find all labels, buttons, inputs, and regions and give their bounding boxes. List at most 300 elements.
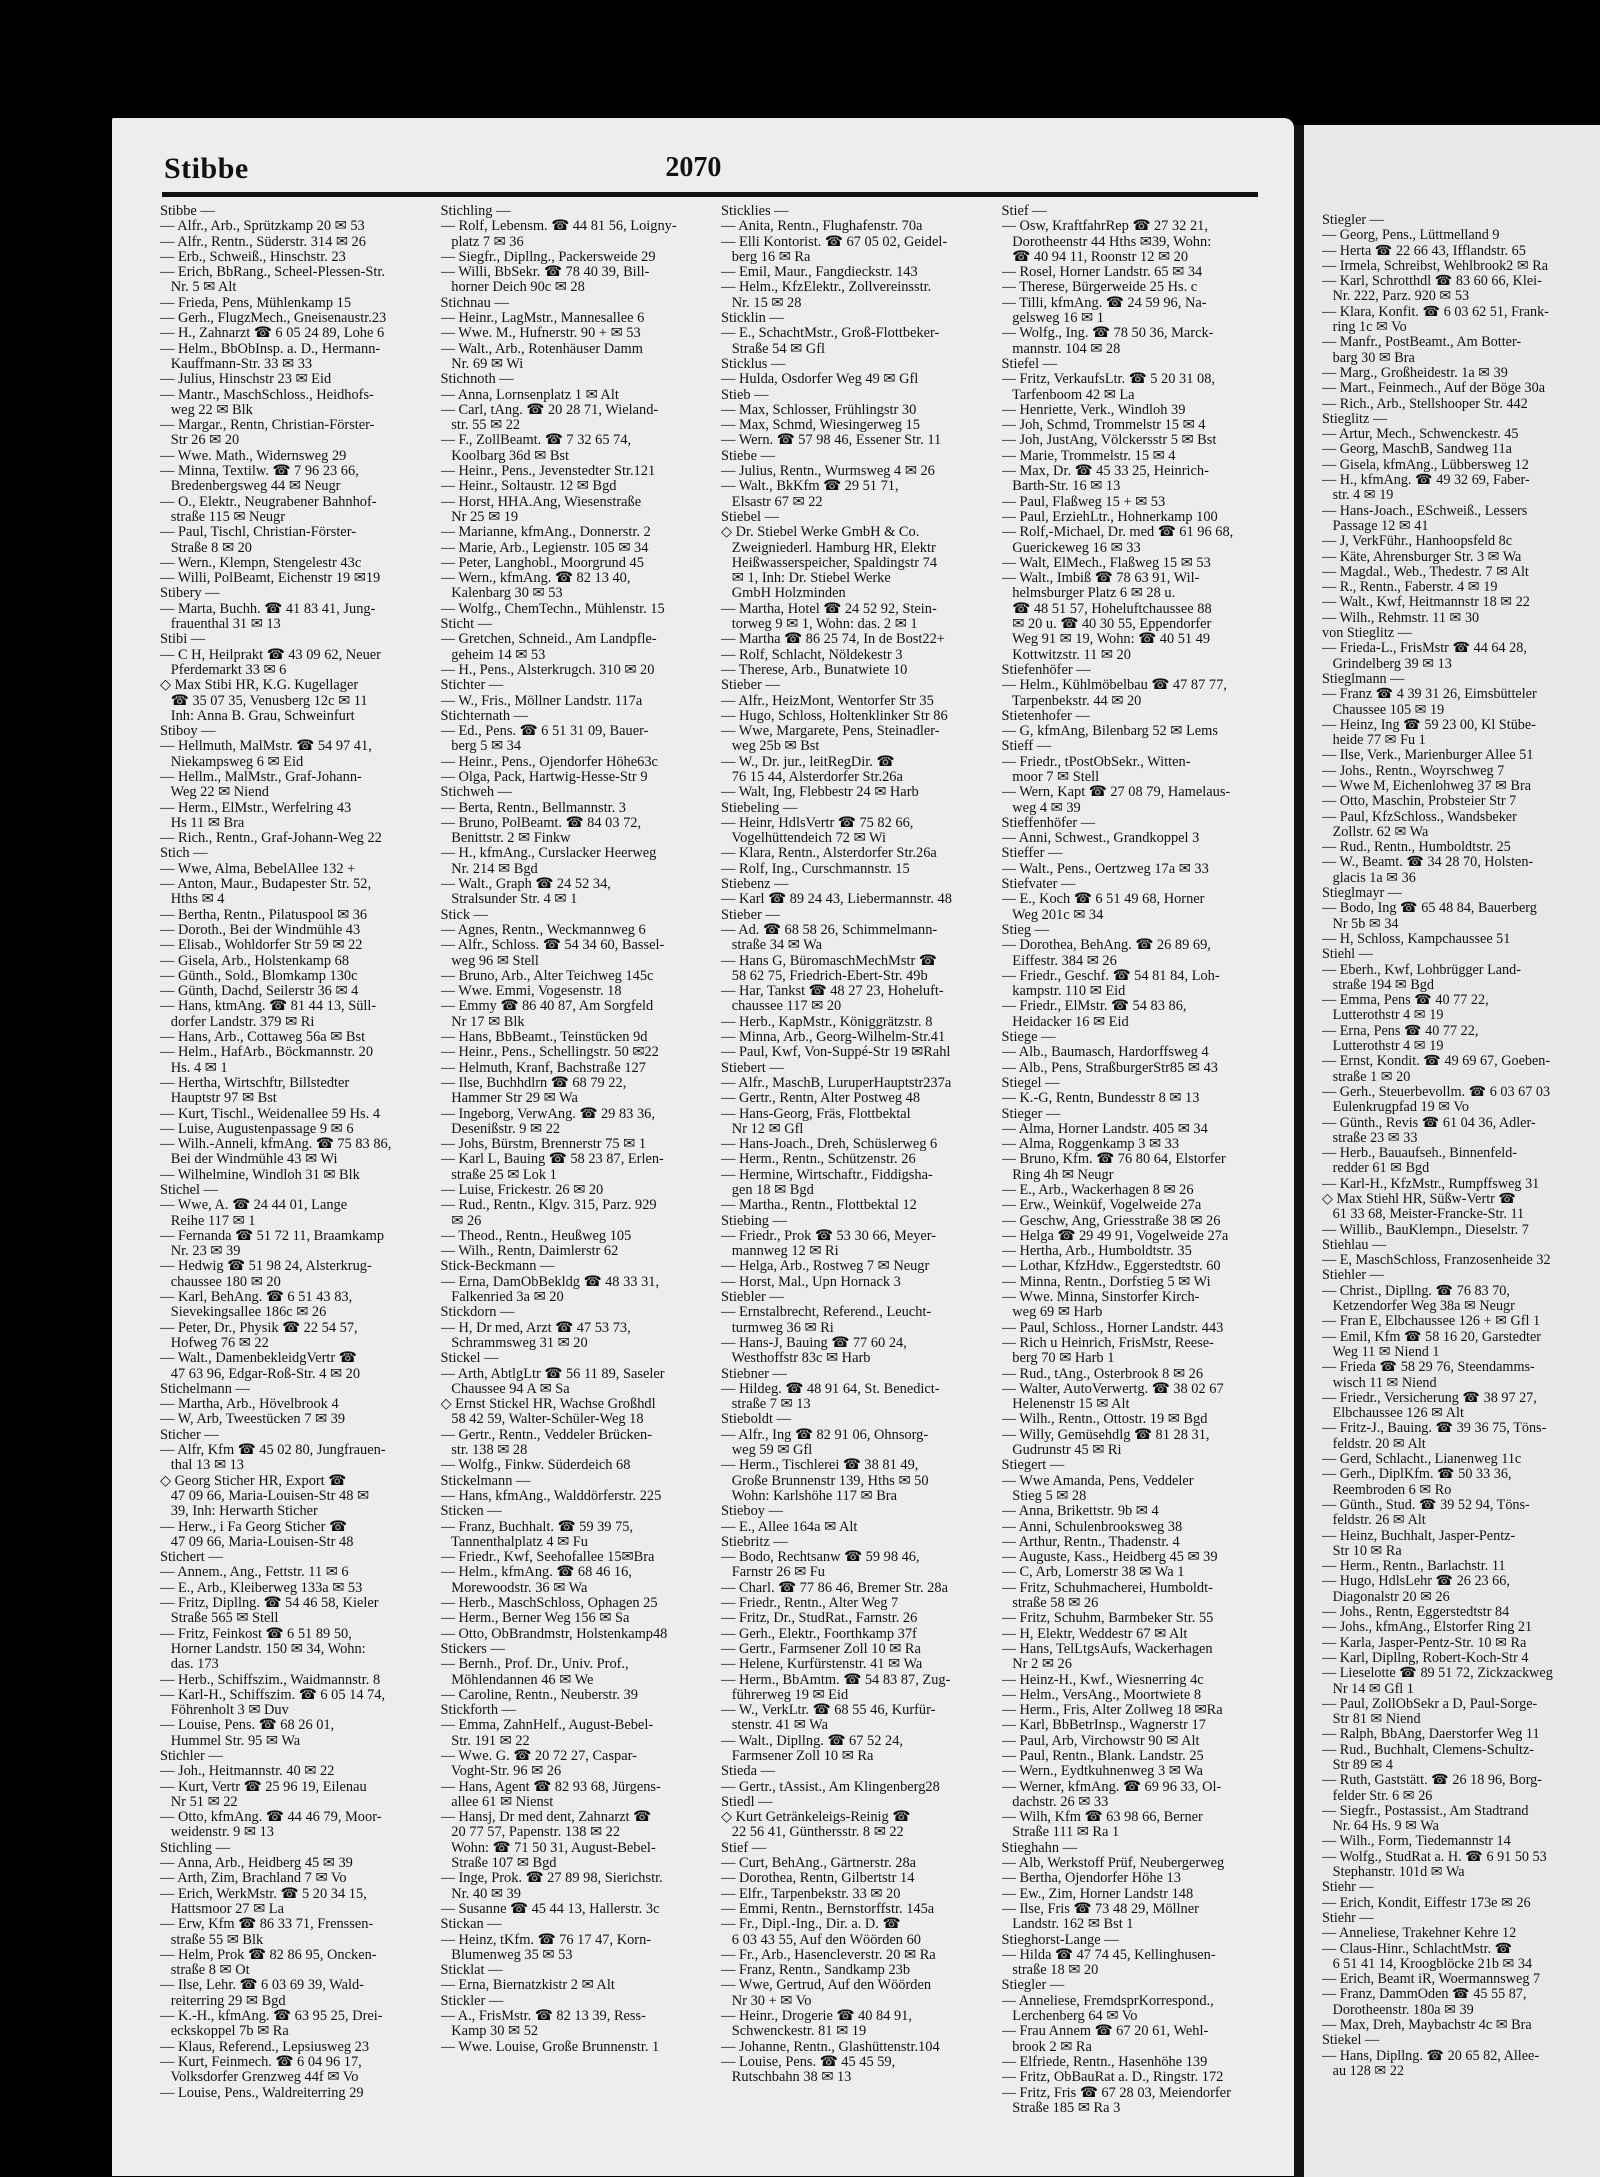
directory-entry: Stibery —: [160, 585, 220, 602]
directory-entry: — Hansj, Dr med dent, Zahnarzt ☎: [440, 1809, 652, 1826]
directory-entry: — Marianne, kfmAng., Donnerstr. 2: [440, 524, 651, 541]
next-page-entry: Stieglmann —: [1322, 670, 1405, 687]
directory-entry: — Gertr., Rentn., Veddeler Brücken-: [440, 1426, 653, 1443]
directory-entry: Stichling —: [440, 204, 511, 219]
next-page-entry: — H, Schloss, Kampchaussee 51: [1322, 930, 1511, 947]
directory-entry: Westhoffstr 83c ✉ Harb: [721, 1350, 871, 1367]
directory-entry: — Anita, Rentn., Flughafenstr. 70a: [721, 218, 923, 235]
directory-entry: — H., kfmAng., Curslacker Heerweg: [440, 845, 657, 862]
directory-entry: chaussee 180 ✉ 20: [160, 1273, 281, 1290]
directory-entry: Stiegert —: [1001, 1457, 1065, 1474]
directory-entry: Bredenbergsweg 44 ✉ Neugr: [160, 478, 341, 495]
directory-entry: — Elli Kontorist. ☎ 67 05 02, Geidel-: [721, 233, 948, 250]
directory-entry: berg 16 ✉ Ra: [721, 248, 811, 265]
directory-entry: Stiebert —: [721, 1059, 784, 1076]
next-page-entry: Nr. 222, Parz. 920 ✉ 53: [1322, 288, 1470, 305]
directory-entry: — Hugo, Schloss, Holtenklinker Str 86: [721, 707, 948, 724]
next-page-column: [1322, 213, 1600, 2079]
directory-entry: Stickler —: [440, 1992, 504, 2009]
directory-entry: Niekampsweg 6 ✉ Eid: [160, 753, 304, 770]
next-page-entry: Stiehler —: [1322, 1267, 1384, 1284]
directory-entry: — Inge, Prok. ☎ 27 89 98, Sierichstr.: [440, 1870, 663, 1887]
directory-entry: — Paul, Kwf, Von-Suppé-Str 19 ✉Rahl: [721, 1044, 951, 1061]
directory-entry: — Helene, Kurfürstenstr. 41 ✉ Wa: [721, 1656, 923, 1673]
directory-entry: — H, Elektr, Weddestr 67 ✉ Alt: [1001, 1625, 1188, 1642]
directory-entry: — Wilh., Rentn., Ottostr. 19 ✉ Bgd: [1001, 1411, 1208, 1428]
next-page-entry: — Günth., Stud. ☎ 39 52 94, Töns-: [1322, 1496, 1530, 1513]
directory-entry: Desenißstr. 9 ✉ 22: [440, 1120, 561, 1137]
directory-entry: — Margar., Rentn, Christian-Förster-: [160, 417, 375, 434]
next-page-entry: — Paul, KfzSchloss., Wandsbeker: [1322, 808, 1517, 825]
directory-entry: — Günth., Sold., Blomkamp 130c: [160, 967, 358, 984]
next-page-entry: Str 81 ✉ Niend: [1322, 1711, 1421, 1728]
directory-entry: — Alfr., Rentn., Süderstr. 314 ✉ 26: [160, 233, 366, 250]
directory-entry: — Ilse, Fris ☎ 73 48 29, Möllner: [1001, 1900, 1199, 1917]
directory-entry: — Paul, Tischl, Christian-Förster-: [160, 524, 356, 541]
directory-entry: — Peter, Dr., Physik ☎ 22 54 57,: [160, 1319, 358, 1336]
directory-entry: — Herm., Berner Weg 156 ✉ Sa: [440, 1610, 630, 1627]
directory-entry: — Herm., BbAmtm. ☎ 54 83 87, Zug-: [721, 1671, 951, 1688]
directory-entry: — Bruno, Kfm. ☎ 76 80 64, Elstorfer: [1001, 1151, 1226, 1168]
directory-entry: Hs. 4 ✉ 1: [160, 1059, 228, 1076]
next-page-entry: Stiehr —: [1322, 1879, 1374, 1896]
next-page-entry: — Fran E, Elbchaussee 126 + ✉ Gfl 1: [1322, 1313, 1541, 1330]
directory-entry: Hths ✉ 4: [160, 891, 225, 908]
next-page-entry: — Emil, Kfm ☎ 58 16 20, Garstedter: [1322, 1328, 1542, 1345]
directory-entry: Stickan —: [440, 1916, 502, 1933]
directory-entry: — Hedwig ☎ 51 98 24, Alsterkrug-: [160, 1258, 372, 1275]
directory-entry: — Bodo, Rechtsanw ☎ 59 98 46,: [721, 1549, 920, 1566]
next-page-entry: Reembroden 6 ✉ Ro: [1322, 1481, 1452, 1498]
directory-entry: — Walt., Dipllng. ☎ 67 52 24,: [721, 1732, 903, 1749]
directory-entry: chaussee 117 ✉ 20: [721, 998, 842, 1015]
directory-entry: — Susanne ☎ 45 44 13, Hallerstr. 3c: [440, 1900, 660, 1917]
directory-entry: Zweigniederl. Hamburg HR, Elektr: [721, 539, 936, 556]
directory-entry: — Helm., Kühlmöbelbau ☎ 47 87 77,: [1001, 677, 1227, 694]
directory-entry: Sticklies —: [721, 204, 789, 219]
directory-entry: — Herm., Tischlerei ☎ 38 81 49,: [721, 1457, 919, 1474]
directory-entry: — Elfr., Tarpenbekstr. 33 ✉ 20: [721, 1885, 901, 1902]
directory-entry: — Helm., VersAng., Moortwiete 8: [1001, 1686, 1202, 1703]
next-page-entry: Stiehl —: [1322, 946, 1373, 963]
directory-entry: — Heinr., Drogerie ☎ 40 84 91,: [721, 2008, 912, 2025]
directory-entry: — Wern., kfmAng. ☎ 82 13 40,: [440, 570, 631, 587]
next-page-entry: — Manfr., PostBeamt., Am Botter-: [1322, 334, 1522, 351]
directory-entry: Farnstr 26 ✉ Fu: [721, 1564, 826, 1581]
next-page-entry: — Erna, Pens ☎ 40 77 22,: [1322, 1022, 1479, 1039]
next-page-entry: — Hugo, HdlsLehr ☎ 26 23 66,: [1322, 1573, 1510, 1590]
directory-entry: — Erich, BbRang., Scheel-Plessen-Str.: [160, 264, 386, 281]
directory-entry: weg 22 ✉ Blk: [160, 401, 253, 418]
directory-entry: — Fritz, Feinkost ☎ 6 51 89 50,: [160, 1625, 352, 1642]
next-page-entry: — Johs., Rentn., Woyrschweg 7: [1322, 762, 1505, 779]
next-page-entry: — Christ., Dipllng. ☎ 76 83 70,: [1322, 1282, 1510, 1299]
directory-entry: — Hertha, Arb., Humboldtstr. 35: [1001, 1243, 1192, 1260]
next-page-edge: [1294, 125, 1600, 2177]
next-page-entry: felder Str. 6 ✉ 26: [1322, 1787, 1433, 1804]
next-page-entry: — Rich., Arb., Stellshooper Str. 442: [1322, 395, 1528, 412]
next-page-entry: barg 30 ✉ Bra: [1322, 349, 1415, 366]
next-page-entry: — H., kfmAng. ☎ 49 32 69, Faber-: [1322, 472, 1530, 489]
directory-entry: Stibi —: [160, 631, 206, 648]
next-page-entry: — Wolfg., StudRat a. H. ☎ 6 91 50 53: [1322, 1848, 1547, 1865]
directory-entry: — Paul, Flaßweg 15 + ✉ 53: [1001, 493, 1166, 510]
directory-entry: — Gertr., Farmsener Zoll 10 ✉ Ra: [721, 1640, 921, 1657]
next-page-entry: straße 23 ✉ 33: [1322, 1129, 1418, 1146]
directory-entry: Hattsmoor 27 ✉ La: [160, 1900, 284, 1917]
directory-entry: Stieboy —: [721, 1503, 783, 1520]
directory-entry: Pferdemarkt 33 ✉ 6: [160, 661, 287, 678]
directory-entry: — Karl L, Bauing ☎ 58 23 87, Erlen-: [440, 1151, 664, 1168]
next-page-entry: str. 4 ✉ 19: [1322, 487, 1394, 504]
directory-entry: Nr. 23 ✉ 39: [160, 1243, 241, 1260]
directory-entry: — Hellmuth, MalMstr. ☎ 54 97 41,: [160, 738, 372, 755]
directory-entry: Stickers —: [440, 1640, 505, 1657]
directory-entry: — Wwe. Louise, Große Brunnenstr. 1: [440, 2038, 660, 2055]
directory-entry: — Hilda ☎ 47 74 45, Kellinghusen-: [1001, 1946, 1216, 1963]
directory-entry: Nr. 214 ✉ Bgd: [440, 860, 538, 877]
directory-entry: — Herm., Rentn., Schützenstr. 26: [721, 1151, 916, 1168]
directory-entry: — Kurt, Feinmech. ☎ 6 04 96 17,: [160, 2053, 362, 2070]
directory-entry: — Friedr., Kwf, Seehofallee 15✉Bra: [440, 1549, 655, 1566]
directory-entry: — Ingeborg, VerwAng. ☎ 29 83 36,: [440, 1105, 655, 1122]
directory-entry: frauenthal 31 ✉ 13: [160, 616, 281, 633]
directory-entry: — Auguste, Kass., Heidberg 45 ✉ 39: [1001, 1549, 1218, 1566]
next-page-entry: Stiekel —: [1322, 2032, 1380, 2049]
next-page-entry: Weg 11 ✉ Niend 1: [1322, 1343, 1440, 1360]
directory-entry: — Helm., HafArb., Böckmannstr. 20: [160, 1044, 374, 1061]
directory-entry: — Hans-J, Bauing ☎ 77 60 24,: [721, 1334, 907, 1351]
directory-entry: — Fritz, Schuhm, Barmbeker Str. 55: [1001, 1610, 1214, 1627]
directory-entry: — Caroline, Rentn., Neuberstr. 39: [440, 1686, 638, 1703]
directory-entry: — Karl, BehAng. ☎ 6 51 43 83,: [160, 1289, 353, 1306]
directory-entry: Stiebeling —: [721, 799, 798, 816]
next-page-entry: — Johs., Rentn, Eggerstedtstr 84: [1322, 1604, 1510, 1621]
directory-entry: — Heinr., Pens., Schellingstr. 50 ✉22: [440, 1044, 659, 1061]
directory-entry: Hummel Str. 95 ✉ Wa: [160, 1732, 301, 1749]
directory-entry: — Wern., Klempn, Stengelestr 43c: [160, 554, 362, 571]
directory-entry: — W, Arb, Tweestücken 7 ✉ 39: [160, 1411, 346, 1428]
directory-entry: — Wwe, Alma, BebelAllee 132 +: [160, 860, 356, 877]
directory-entry: — Peter, Langhobl., Moorgrund 45: [440, 554, 644, 571]
next-page-entry: wisch 11 ✉ Niend: [1322, 1374, 1437, 1391]
directory-entry: Stiebner —: [721, 1365, 787, 1382]
column-2: [441, 204, 714, 2116]
directory-entry: ◇ Georg Sticher HR, Export ☎: [160, 1472, 347, 1489]
next-page-entry: — Karl, Schrotthdl ☎ 83 60 66, Klei-: [1322, 273, 1542, 290]
next-page-entry: au 128 ✉ 22: [1322, 2062, 1405, 2079]
directory-entry: — Hans-Georg, Fräs, Flottbektal: [721, 1105, 911, 1122]
directory-entry: Stiebe —: [721, 447, 775, 464]
directory-entry: — Arth, AbtlgLtr ☎ 56 11 89, Saseler: [440, 1365, 665, 1382]
directory-entry: — Klara, Rentn., Alsterdorfer Str.26a: [721, 845, 937, 862]
header-surname: Stibbe: [164, 152, 249, 185]
next-page-entry: — Hans, Dipllng. ☎ 20 65 82, Allee-: [1322, 2047, 1540, 2064]
directory-entry: Sticklin —: [721, 310, 784, 327]
next-page-entry: Elbchaussee 126 ✉ Alt: [1322, 1405, 1464, 1422]
directory-entry: — Wwe. Minna, Sinstorfer Kirch-: [1001, 1289, 1200, 1306]
directory-entry: — Ew., Zim, Horner Landstr 148: [1001, 1885, 1194, 1902]
directory-entry: — Fritz, Fris ☎ 67 28 03, Meiendorfer: [1001, 2084, 1231, 2101]
directory-entry: — Minna, Textilw. ☎ 7 96 23 66,: [160, 463, 359, 480]
directory-entry: — Walt., Pens., Oertzweg 17a ✉ 33: [1001, 860, 1209, 877]
columns: [160, 204, 1274, 2116]
column-3: [721, 204, 994, 2116]
directory-entry: — Emmy ☎ 86 40 87, Am Sorgfeld: [440, 998, 654, 1015]
directory-entry: weg 96 ✉ Stell: [440, 952, 539, 969]
next-page-entry: feldstr. 26 ✉ Alt: [1322, 1512, 1426, 1529]
directory-entry: Stieboldt —: [721, 1411, 791, 1428]
next-page-entry: — Käte, Ahrensburger Str. 3 ✉ Wa: [1322, 548, 1522, 565]
directory-entry: Föhrenholt 3 ✉ Duv: [160, 1702, 289, 1719]
directory-entry: — Otto, kfmAng. ☎ 44 46 79, Moor-: [160, 1809, 382, 1826]
directory-entry: — Marta, Buchh. ☎ 41 83 41, Jung-: [160, 600, 376, 617]
directory-entry: — F., ZollBeamt. ☎ 7 32 65 74,: [440, 432, 632, 449]
next-page-entry: Lutterothstr 4 ✉ 19: [1322, 1007, 1444, 1024]
directory-entry: — Wwe. G. ☎ 20 72 27, Caspar-: [440, 1747, 637, 1764]
directory-entry: — Wwe, Margarete, Pens, Steinadler-: [721, 723, 940, 740]
next-page-entry: feldstr. 20 ✉ Alt: [1322, 1435, 1426, 1452]
directory-entry: — Helmuth, Kranf, Bachstraße 127: [440, 1059, 646, 1076]
directory-entry: — Therese, Bürgerweide 25 Hs. c: [1001, 279, 1198, 296]
directory-entry: Stiebler —: [721, 1289, 784, 1306]
directory-entry: Nr 12 ✉ Gfl: [721, 1120, 804, 1137]
directory-entry: gen 18 ✉ Bgd: [721, 1182, 814, 1198]
directory-entry: — Karl-H., Schiffszim. ☎ 6 05 14 74,: [160, 1686, 386, 1703]
directory-entry: — Max, Dr. ☎ 45 33 25, Heinrich-: [1001, 463, 1209, 480]
directory-entry: 58 42 59, Walter-Schüler-Weg 18: [440, 1411, 644, 1428]
directory-entry: Stichelmann —: [160, 1380, 250, 1397]
directory-entry: — Willi, PolBeamt, Eichenstr 19 ✉19: [160, 570, 381, 587]
directory-entry: — Lothar, KfzHdw., Eggerstedtstr. 60: [1001, 1258, 1221, 1275]
directory-entry: — Frieda, Pens, Mühlenkamp 15: [160, 294, 352, 311]
directory-entry: — Otto, ObBrandmstr, Holstenkamp48: [440, 1625, 668, 1642]
directory-entry: — Berta, Rentn., Bellmannstr. 3: [440, 799, 626, 816]
next-page-entry: — W., Beamt. ☎ 34 28 70, Holsten-: [1322, 854, 1534, 871]
directory-entry: — Ad. ☎ 68 58 26, Schimmelmann-: [721, 921, 938, 938]
next-page-entry: ◇ Max Stiehl HR, Süßw-Vertr ☎: [1322, 1191, 1517, 1207]
next-page-entry: — Emma, Pens ☎ 40 77 22,: [1322, 992, 1489, 1009]
directory-entry: Stieghahn —: [1001, 1839, 1078, 1856]
directory-entry: 58 62 75, Friedrich-Ebert-Str. 49b: [721, 967, 928, 984]
directory-entry: Nr. 15 ✉ 28: [721, 294, 802, 311]
directory-entry: — Johs, Bürstm, Brennerstr 75 ✉ 1: [440, 1136, 647, 1153]
directory-entry: Weg 201c ✉ 34: [1001, 906, 1104, 923]
directory-entry: — Klaus, Referend., Lepsiusweg 23: [160, 2038, 370, 2055]
directory-entry: straße 55 ✉ Blk: [160, 1931, 264, 1948]
directory-entry: Nr 30 + ✉ Vo: [721, 1992, 812, 2009]
directory-entry: — C H, Heilprakt ☎ 43 09 62, Neuer: [160, 646, 381, 663]
directory-entry: Hauptstr 97 ✉ Bst: [160, 1090, 277, 1107]
next-page-entry: Grindelberg 39 ✉ 13: [1322, 655, 1452, 672]
next-page-entry: Nr 5b ✉ 34: [1322, 915, 1399, 932]
next-page-entry: — Friedr., Versicherung ☎ 38 97 27,: [1322, 1389, 1537, 1406]
directory-entry: Möhlendannen 46 ✉ We: [440, 1671, 594, 1688]
directory-entry: Stieffenhöfer —: [1001, 814, 1096, 831]
directory-entry: ◇ Kurt Getränkeleigs-Reinig ☎: [721, 1809, 911, 1826]
directory-entry: 20 77 57, Papenstr. 138 ✉ 22: [440, 1824, 621, 1841]
directory-entry: geheim 14 ✉ 53: [440, 646, 546, 663]
directory-entry: — Günth, Dachd, Seilerstr 36 ✉ 4: [160, 983, 359, 1000]
directory-entry: 47 09 66, Maria-Louisen-Str 48: [160, 1533, 354, 1550]
directory-entry: Blumenweg 35 ✉ 53: [440, 1946, 573, 1963]
directory-entry: berg 5 ✉ 34: [440, 738, 522, 755]
directory-entry: — W., VerkLtr. ☎ 68 55 46, Kurfür-: [721, 1702, 936, 1719]
next-page-entry: — Ruth, Gaststätt. ☎ 26 18 96, Borg-: [1322, 1772, 1542, 1789]
directory-entry: — Annem., Ang., Fettstr. 11 ✉ 6: [160, 1564, 349, 1581]
directory-entry: — Paul, Schloss., Horner Landstr. 443: [1001, 1319, 1224, 1336]
directory-entry: — Martha., Rentn., Flottbektal 12: [721, 1197, 917, 1214]
directory-entry: — Emmi, Rentn., Bernstorffstr. 145a: [721, 1900, 935, 1917]
directory-entry: Stichel —: [160, 1182, 218, 1198]
directory-entry: Falkenried 3a ✉ 20: [440, 1289, 564, 1306]
directory-entry: — Herb., MaschSchloss, Ophagen 25: [440, 1595, 658, 1612]
directory-entry: straße 115 ✉ Neugr: [160, 508, 286, 525]
directory-entry: — Bernh., Prof. Dr., Univ. Prof.,: [440, 1656, 629, 1673]
directory-entry: — Heinz, tKfm. ☎ 76 17 47, Korn-: [440, 1931, 652, 1948]
directory-entry: — Friedr., Prok ☎ 53 30 66, Meyer-: [721, 1227, 937, 1244]
directory-entry: — Fernanda ☎ 51 72 11, Braamkamp: [160, 1227, 385, 1244]
directory-entry: — Paul, Arb, Virchowstr 90 ✉ Alt: [1001, 1732, 1200, 1749]
directory-entry: — Siegfr., Dipllng., Packersweide 29: [440, 248, 656, 265]
next-page-entry: — Karl-H., KfzMstr., Rumpffsweg 31: [1322, 1175, 1540, 1192]
directory-entry: Stieda —: [721, 1763, 775, 1780]
next-page-entry: Stieglmayr —: [1322, 885, 1402, 902]
directory-entry: Stralsunder Str. 4 ✉ 1: [440, 891, 578, 908]
next-page-entry: — Wwe M, Eichenlohweg 37 ✉ Bra: [1322, 777, 1532, 794]
directory-entry: — Alfr, Kfm ☎ 45 02 80, Jungfrauen-: [160, 1442, 386, 1459]
directory-entry: Guerickeweg 16 ✉ 33: [1001, 539, 1141, 556]
directory-entry: Ring 4h ✉ Neugr: [1001, 1166, 1114, 1183]
directory-entry: Stief —: [721, 1839, 767, 1856]
directory-entry: — Paul, Rentn., Blank. Landstr. 25: [1001, 1747, 1204, 1764]
directory-entry: Stiboy —: [160, 723, 216, 740]
directory-entry: Straße 8 ✉ 20: [160, 539, 252, 556]
directory-entry: — Walt., Imbiß ☎ 78 63 91, Wil-: [1001, 570, 1200, 587]
directory-entry: — Bruno, Arb., Alter Teichweg 145c: [440, 967, 654, 984]
directory-entry: gelsweg 16 ✉ 1: [1001, 310, 1104, 327]
directory-entry: — Ilse, Buchhdlrn ☎ 68 79 22,: [440, 1074, 627, 1091]
directory-entry: Stieghorst-Lange —: [1001, 1931, 1119, 1948]
directory-entry: mannstr. 104 ✉ 28: [1001, 340, 1121, 357]
directory-entry: — Erna, DamObBekldg ☎ 48 33 31,: [440, 1273, 660, 1290]
directory-entry: — A., FrisMstr. ☎ 82 13 39, Ress-: [440, 2008, 646, 2025]
next-page-entry: — Karla, Jasper-Pentz-Str. 10 ✉ Ra: [1322, 1634, 1527, 1651]
directory-entry: — Julius, Hinschstr 23 ✉ Eid: [160, 371, 332, 388]
directory-entry: — Wwe, Gertrud, Auf den Wöörden: [721, 1977, 932, 1994]
directory-entry: straße 7 ✉ 13: [721, 1396, 811, 1413]
directory-entry: Stiefvater —: [1001, 876, 1076, 893]
directory-entry: Sievekingsallee 186c ✉ 26: [160, 1304, 327, 1321]
directory-entry: straße 8 ✉ Ot: [160, 1962, 250, 1979]
directory-entry: — Hans, Agent ☎ 82 93 68, Jürgens-: [440, 1778, 661, 1795]
directory-entry: Nr 2 ✉ 26: [1001, 1656, 1072, 1673]
directory-entry: — Alma, Roggenkamp 3 ✉ 33: [1001, 1136, 1180, 1153]
next-page-entry: — Otto, Maschin, Probsteier Str 7: [1322, 793, 1517, 810]
directory-entry: — Marie, Trommelstr. 15 ✉ 4: [1001, 447, 1176, 464]
directory-entry: — Alfr., Ing ☎ 82 91 06, Ohnsorg-: [721, 1426, 929, 1443]
directory-entry: — Wilh, Kfm ☎ 63 98 66, Berner: [1001, 1809, 1203, 1826]
next-page-entry: straße 194 ✉ Bgd: [1322, 976, 1434, 993]
directory-entry: — Wern. ☎ 57 98 46, Essener Str. 11: [721, 432, 942, 449]
directory-entry: Stickdorn —: [440, 1304, 515, 1321]
directory-entry: — Wwe. Math., Widernsweg 29: [160, 447, 347, 464]
directory-entry: — Agnes, Rentn., Weckmannweg 6: [440, 921, 646, 938]
directory-entry: — Anna, Lornsenplatz 1 ✉ Alt: [440, 386, 619, 403]
directory-entry: — Therese, Arb., Bunatwiete 10: [721, 661, 908, 678]
directory-entry: Nr 17 ✉ Blk: [440, 1013, 525, 1030]
next-page-entry: Str 10 ✉ Ra: [1322, 1542, 1402, 1559]
directory-entry: — Rosel, Horner Landstr. 65 ✉ 34: [1001, 264, 1203, 281]
directory-entry: weg 25b ✉ Bst: [721, 738, 820, 755]
directory-entry: — Walt., BkKfm ☎ 29 51 71,: [721, 478, 899, 495]
directory-entry: Str. 191 ✉ 22: [440, 1732, 530, 1749]
directory-entry: Stick-Beckmann —: [440, 1258, 555, 1275]
directory-entry: stenstr. 41 ✉ Wa: [721, 1717, 828, 1734]
directory-entry: — Alb., Baumasch, Hardorffsweg 4: [1001, 1044, 1209, 1061]
next-page-entry: — Gerd, Schlacht., Lianenweg 11c: [1322, 1451, 1522, 1468]
directory-entry: — H., Zahnarzt ☎ 6 05 24 89, Lohe 6: [160, 325, 385, 342]
next-page-entry: — Georg, MaschB, Sandweg 11a: [1322, 441, 1512, 458]
directory-entry: — Marie, Arb., Legienstr. 105 ✉ 34: [440, 539, 649, 556]
next-page-entry: — Mart., Feinmech., Auf der Böge 30a: [1322, 380, 1546, 397]
directory-entry: Farmsener Zoll 10 ✉ Ra: [721, 1747, 874, 1764]
directory-entry: Morewoodstr. 36 ✉ Wa: [440, 1579, 588, 1596]
directory-entry: 6 03 43 55, Auf den Wöörden 60: [721, 1931, 921, 1948]
directory-entry: ✉ 1, Inh: Dr. Stiebel Werke: [721, 570, 891, 587]
directory-entry: Straße 54 ✉ Gfl: [721, 340, 825, 357]
next-page-entry: Stiehlau —: [1322, 1236, 1387, 1253]
directory-entry: — Heinr., Pens., Ojendorfer Höhe63c: [440, 753, 658, 770]
directory-entry: — Wwe Amanda, Pens, Veddeler: [1001, 1472, 1194, 1489]
directory-entry: dachstr. 26 ✉ 33: [1001, 1793, 1109, 1810]
directory-entry: ☎ 35 07 35, Venusberg 12c ✉ 11: [160, 692, 368, 709]
directory-entry: Stick —: [440, 906, 489, 923]
directory-entry: — Alma, Horner Landstr. 405 ✉ 34: [1001, 1120, 1208, 1137]
directory-entry: — Hertha, Wirtschftr, Billstedter: [160, 1074, 350, 1091]
directory-entry: — Erich, WerkMstr. ☎ 5 20 34 15,: [160, 1885, 367, 1902]
directory-entry: — Kurt, Vertr ☎ 25 96 19, Eilenau: [160, 1778, 367, 1795]
directory-entry: — Curt, BehAng., Gärtnerstr. 28a: [721, 1855, 917, 1872]
directory-entry: — Heinz-H., Kwf., Wiesnerring 4c: [1001, 1671, 1204, 1688]
directory-entry: Stiebing —: [721, 1212, 787, 1229]
directory-entry: — Heinr., Pens., Jevenstedter Str.121: [440, 463, 656, 480]
next-page-entry: — Ernst, Kondit. ☎ 49 69 67, Goeben-: [1322, 1053, 1551, 1070]
directory-entry: — Erb., Schweiß., Hinschstr. 23: [160, 248, 346, 265]
next-page-entry: — Hans-Joach., ESchweiß., Lessers: [1322, 502, 1528, 519]
directory-entry: mannweg 12 ✉ Ri: [721, 1243, 839, 1260]
directory-entry: Hofweg 76 ✉ 22: [160, 1334, 269, 1351]
directory-entry: Weg 91 ✉ 19, Wohn: ☎ 40 51 49: [1001, 631, 1211, 648]
directory-entry: Große Brunnenstr 139, Hths ✉ 50: [721, 1472, 929, 1489]
directory-entry: 22 56 41, Günthersstr. 8 ✉ 22: [721, 1824, 904, 1841]
directory-entry: — Karl, BbBetrInsp., Wagnerstr 17: [1001, 1717, 1206, 1734]
directory-entry: — Fr., Arb., Hasencleverstr. 20 ✉ Ra: [721, 1946, 936, 1963]
directory-entry: — Max, Schmd, Wiesingerweg 15: [721, 417, 920, 434]
directory-entry: Bei der Windmühle 43 ✉ Wi: [160, 1151, 338, 1168]
directory-entry: ◇ Ernst Stickel HR, Wachse Großhdl: [440, 1396, 656, 1413]
directory-entry: — Har, Tankst ☎ 48 27 23, Hoheluft-: [721, 983, 944, 1000]
directory-entry: — Elfriede, Rentn., Hasenhöhe 139: [1001, 2053, 1208, 2070]
next-page-entry: 6 51 41 14, Kroogblöcke 21b ✉ 34: [1322, 1955, 1533, 1972]
directory-entry: — Hans, Arb., Cottaweg 56a ✉ Bst: [160, 1029, 366, 1046]
directory-entry: Barth-Str. 16 ✉ 13: [1001, 478, 1121, 495]
next-page-entry: — Artur, Mech., Schwenckestr. 45: [1322, 426, 1519, 443]
directory-entry: — Hans, ktmAng. ☎ 81 44 13, Süll-: [160, 998, 377, 1015]
directory-entry: — G, kfmAng, Bilenbarg 52 ✉ Lems: [1001, 723, 1218, 740]
directory-entry: — Wwe. M., Hufnerstr. 90 + ✉ 53: [440, 325, 641, 342]
directory-entry: — Herw., i Fa Georg Sticher ☎: [160, 1518, 347, 1535]
